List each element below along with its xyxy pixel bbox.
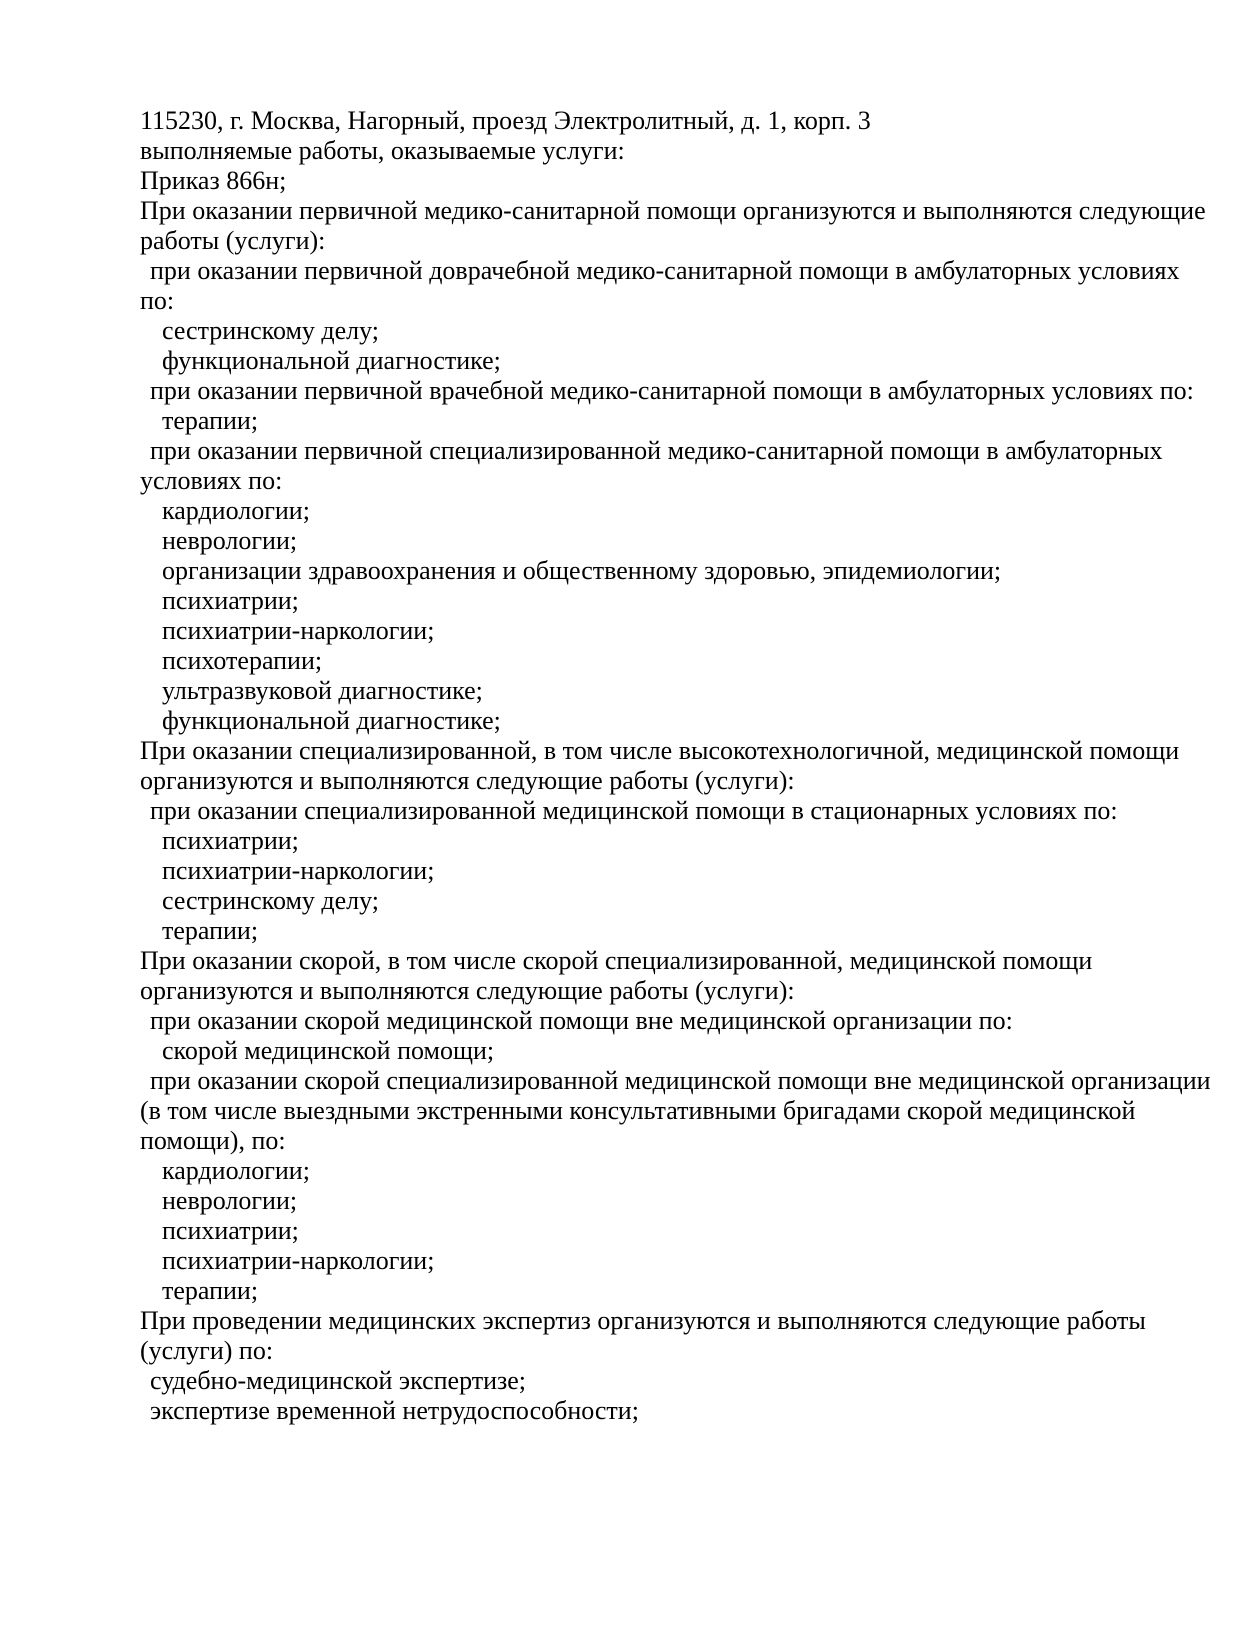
document-line: условиях по: [140, 466, 283, 495]
document-line: терапии; [162, 406, 259, 435]
document-line: психиатрии; [162, 586, 299, 615]
document-line: по: [140, 286, 175, 315]
document-line: психиатрии; [162, 826, 299, 855]
document-line: организуются и выполняются следующие работы (услуги): [140, 766, 795, 795]
document-line: организации здравоохранения и общественному здоровью, эпидемиологии; [162, 556, 1002, 585]
document-line: кардиологии; [162, 1156, 310, 1185]
document-line: судебно-медицинской экспертизе; [150, 1366, 527, 1395]
document-line: терапии; [162, 1276, 259, 1305]
document-line: экспертизе временной нетрудоспособности; [150, 1396, 639, 1425]
document-line: сестринскому делу; [162, 886, 380, 915]
document-line: психотерапии; [162, 646, 323, 675]
document-line: При оказании первичной медико-санитарной помощи организуются и выполняются следующие [140, 196, 1206, 225]
document-line: сестринскому делу; [162, 316, 380, 345]
document-line: ультразвуковой диагностике; [162, 676, 483, 705]
document-line: неврологии; [162, 1186, 298, 1215]
document-line: функциональной диагностике; [162, 346, 501, 375]
document-line: (в том числе выездными экстренными консультативными бригадами скорой медицинской [140, 1096, 1136, 1125]
document-line: при оказании скорой медицинской помощи вне медицинской организации по: [150, 1006, 1013, 1035]
document-line: При оказании специализированной, в том числе высокотехнологичной, медицинской помощи [140, 736, 1180, 765]
document-line: при оказании первичной специализированной медико-санитарной помощи в амбулаторных [150, 436, 1163, 465]
document-line: (услуги) по: [140, 1336, 274, 1365]
document-line: кардиологии; [162, 496, 310, 525]
document-line: терапии; [162, 916, 259, 945]
document-text-block [140, 106, 1211, 1426]
document-line: 115230, г. Москва, Нагорный, проезд Электролитный, д. 1, корп. 3 [140, 106, 871, 135]
document-line: психиатрии; [162, 1216, 299, 1245]
document-line: организуются и выполняются следующие работы (услуги): [140, 976, 795, 1005]
document-line: психиатрии-наркологии; [162, 616, 435, 645]
document-line: При оказании скорой, в том числе скорой специализированной, медицинской помощи [140, 946, 1093, 975]
document-line: психиатрии-наркологии; [162, 856, 435, 885]
document-line: неврологии; [162, 526, 298, 555]
document-line: При проведении медицинских экспертиз организуются и выполняются следующие работы [140, 1306, 1146, 1335]
document-line: работы (услуги): [140, 226, 326, 255]
document-line: помощи), по: [140, 1126, 286, 1155]
document-line: при оказании первичной доврачебной медико-санитарной помощи в амбулаторных условиях [150, 256, 1180, 285]
document-line: психиатрии-наркологии; [162, 1246, 435, 1275]
document-line: функциональной диагностике; [162, 706, 501, 735]
document-line: при оказании специализированной медицинской помощи в стационарных условиях по: [150, 796, 1118, 825]
document-line: выполняемые работы, оказываемые услуги: [140, 136, 625, 165]
document-line: скорой медицинской помощи; [162, 1036, 495, 1065]
document-line: Приказ 866н; [140, 166, 287, 195]
document-line: при оказании скорой специализированной медицинской помощи вне медицинской организации [150, 1066, 1211, 1095]
document-line: при оказании первичной врачебной медико-санитарной помощи в амбулаторных условиях по: [150, 376, 1194, 405]
